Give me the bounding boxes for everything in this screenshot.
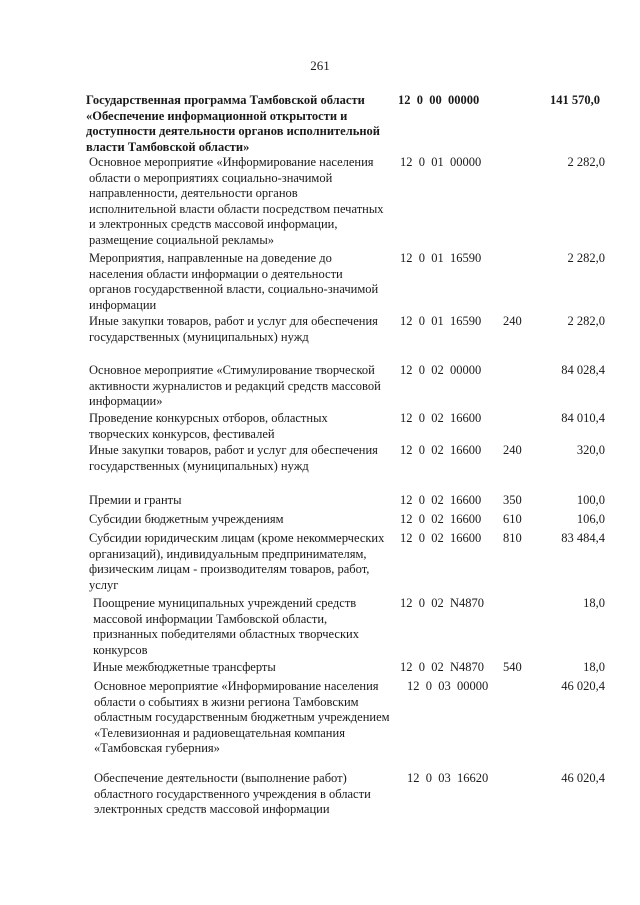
row-amount: 83 484,4 (561, 531, 605, 545)
row-code: 12 0 02 16600 (400, 531, 482, 545)
row-name: Иные закупки товаров, работ и услуг для обеспечения государственных (муниципальных) нужд (89, 443, 378, 473)
row-name: Основное мероприятие «Стимулирование творческой активности журналистов и редакций средств массовой информации» (89, 363, 381, 409)
row-code: 12 0 01 16590 (400, 251, 482, 265)
row-amount: 100,0 (576, 493, 605, 507)
row-code: 12 0 02 16600 (400, 493, 482, 507)
row-name: Субсидии юридическим лицам (кроме некоммерческих организаций), индивидуальным предпринимателям, физическим лицам - производителям товаров, работ, услуг (89, 531, 385, 592)
row-code: 12 0 02 N4870 (400, 596, 485, 610)
row-name: Премии и гранты (89, 493, 182, 507)
row-code: 12 0 02 16600 (400, 411, 482, 425)
row-amount: 46 020,4 (561, 679, 605, 693)
row-type: 540 (503, 660, 522, 674)
row-name: Проведение конкурсных отборов, областных творческих конкурсов, фестивалей (89, 411, 328, 441)
row-code: 12 0 02 00000 (400, 363, 482, 377)
row-amount: 84 010,4 (561, 411, 605, 425)
row-name: Иные закупки товаров, работ и услуг для обеспечения государственных (муниципальных) нужд (89, 314, 378, 344)
row-type: 350 (503, 493, 522, 507)
row-code: 12 0 00 00000 (398, 93, 480, 107)
page-number: 261 (310, 58, 330, 73)
row-name: Государственная программа Тамбовской области «Обеспечение информационной открытости и доступности деятельности органов исполнительной власти Тамбовской области» (86, 93, 380, 154)
row-amount: 106,0 (576, 512, 605, 526)
row-code: 12 0 02 16600 (400, 443, 482, 457)
row-type: 810 (503, 531, 522, 545)
row-name: Поощрение муниципальных учреждений средств массовой информации Тамбовской области, признанных победителями областных творческих конкурсов (93, 596, 359, 657)
row-amount: 18,0 (583, 596, 605, 610)
row-amount: 2 282,0 (567, 155, 605, 169)
row-name: Основное мероприятие «Информирование населения области о событиях в жизни региона Тамбовским областным государственным бюджетным учреждением «Телевизионная и радиовещательная компания «Тамбовская губерния» (94, 679, 390, 756)
row-type: 240 (503, 443, 522, 457)
row-code: 12 0 02 N4870 (400, 660, 485, 674)
row-name: Основное мероприятие «Информирование населения области о мероприятиях социально-значимой направленности, деятельности органов исполнительной власти области посредством печатных и электронных средств массовой информации, размещение социальной рекламы» (89, 155, 384, 247)
row-amount: 46 020,4 (561, 771, 605, 785)
row-code: 12 0 03 16620 (407, 771, 489, 785)
row-amount: 141 570,0 (550, 93, 600, 107)
row-amount: 84 028,4 (561, 363, 605, 377)
row-name: Субсидии бюджетным учреждениям (89, 512, 284, 526)
row-amount: 18,0 (583, 660, 605, 674)
row-code: 12 0 01 16590 (400, 314, 482, 328)
row-code: 12 0 01 00000 (400, 155, 482, 169)
row-name: Иные межбюджетные трансферты (93, 660, 276, 674)
row-name: Обеспечение деятельности (выполнение работ) областного государственного учреждения в области электронных средств массовой информации (94, 771, 371, 817)
row-amount: 320,0 (576, 443, 605, 457)
row-amount: 2 282,0 (567, 314, 605, 328)
row-name: Мероприятия, направленные на доведение до населения области информации о деятельности органов государственной власти, социально-значимой информации (89, 251, 379, 312)
row-code: 12 0 02 16600 (400, 512, 482, 526)
row-amount: 2 282,0 (567, 251, 605, 265)
row-type: 240 (503, 314, 522, 328)
row-type: 610 (503, 512, 522, 526)
row-code: 12 0 03 00000 (407, 679, 489, 693)
